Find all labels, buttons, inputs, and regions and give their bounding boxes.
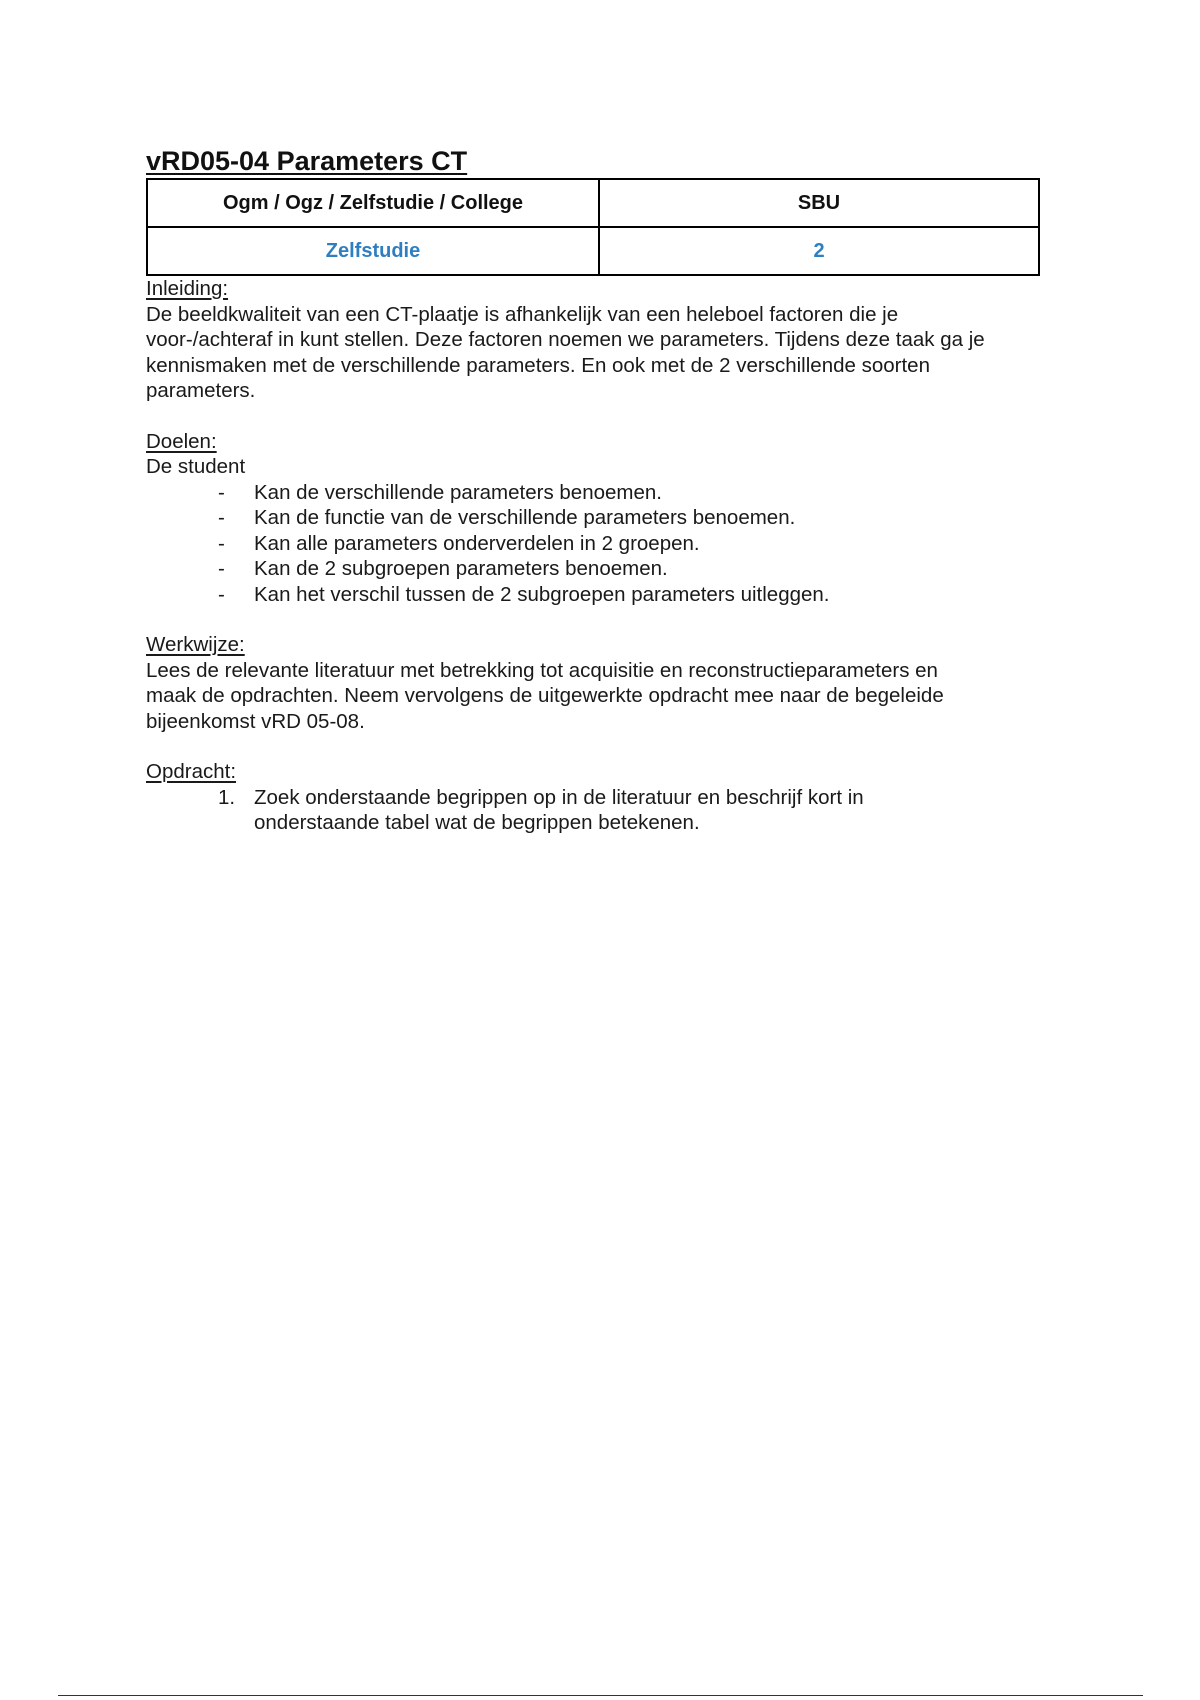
- dash-bullet: -: [218, 506, 225, 529]
- info-table: [146, 178, 1040, 276]
- info-table-value-sbu: 2: [599, 227, 1039, 275]
- doelen-item-text: Kan de functie van de verschillende parameters benoemen.: [254, 506, 796, 529]
- doelen-list-item: [146, 582, 1076, 608]
- info-table-value-row: [147, 227, 1039, 275]
- info-table-header-type: Ogm / Ogz / Zelfstudie / College: [147, 179, 599, 227]
- opdracht-list-item: [146, 785, 1076, 836]
- opdracht-heading: Opdracht:: [146, 760, 237, 783]
- doelen-list-item: [146, 531, 1076, 557]
- doelen-list: [146, 480, 1076, 608]
- opdracht-list: [146, 785, 1076, 836]
- footer-rule: [58, 1695, 1143, 1696]
- doelen-item-text: Kan de 2 subgroepen parameters benoemen.: [254, 557, 668, 580]
- inleiding-line: voor-/achteraf in kunt stellen. Deze factoren noemen we parameters. Tijdens deze taak ga je: [146, 328, 985, 351]
- werkwijze-line: maak de opdrachten. Neem vervolgens de uitgewerkte opdracht mee naar de begeleide: [146, 684, 944, 707]
- dash-bullet: -: [218, 531, 225, 555]
- doelen-section: [146, 429, 1076, 608]
- werkwijze-section: [146, 632, 1076, 734]
- info-table-value-type: Zelfstudie: [147, 227, 599, 275]
- document-page: [146, 144, 1076, 836]
- inleiding-line: parameters.: [146, 379, 256, 402]
- inleiding-line: De beeldkwaliteit van een CT-plaatje is afhankelijk van een heleboel factoren die je: [146, 302, 899, 326]
- opdracht-item-line: Zoek onderstaande begrippen op in de literatuur en beschrijf kort in: [254, 785, 864, 809]
- section-spacer: [146, 607, 1076, 632]
- info-table-header-row: [147, 179, 1039, 227]
- doelen-intro: De student: [146, 455, 246, 478]
- inleiding-section: [146, 276, 1076, 404]
- doelen-item-text: Kan de verschillende parameters benoemen.: [254, 480, 662, 504]
- inleiding-heading: Inleiding:: [146, 277, 229, 300]
- dash-bullet: -: [218, 557, 225, 580]
- werkwijze-line: bijeenkomst vRD 05-08.: [146, 709, 365, 733]
- doelen-list-item: [146, 480, 1076, 506]
- doelen-item-text: Kan het verschil tussen de 2 subgroepen parameters uitleggen.: [254, 582, 830, 606]
- doelen-list-item: [146, 556, 1076, 582]
- inleiding-line: kennismaken met de verschillende parameters. En ook met de 2 verschillende soorten: [146, 353, 930, 377]
- dash-bullet: -: [218, 582, 225, 606]
- werkwijze-line: Lees de relevante literatuur met betrekking tot acquisitie en reconstructieparameters en: [146, 658, 938, 682]
- doelen-item-text: Kan alle parameters onderverdelen in 2 groepen.: [254, 531, 700, 555]
- info-table-header-sbu: SBU: [599, 179, 1039, 227]
- doelen-list-item: [146, 505, 1076, 531]
- werkwijze-heading: Werkwijze:: [146, 633, 245, 656]
- section-spacer: [146, 734, 1076, 759]
- doelen-heading: Doelen:: [146, 429, 217, 453]
- document-title: vRD05-04 Parameters CT: [146, 146, 468, 176]
- opdracht-item-number: 1.: [218, 785, 236, 809]
- section-spacer: [146, 404, 1076, 429]
- dash-bullet: -: [218, 480, 225, 504]
- opdracht-item-line: onderstaande tabel wat de begrippen betekenen.: [254, 811, 700, 834]
- opdracht-section: [146, 759, 1076, 836]
